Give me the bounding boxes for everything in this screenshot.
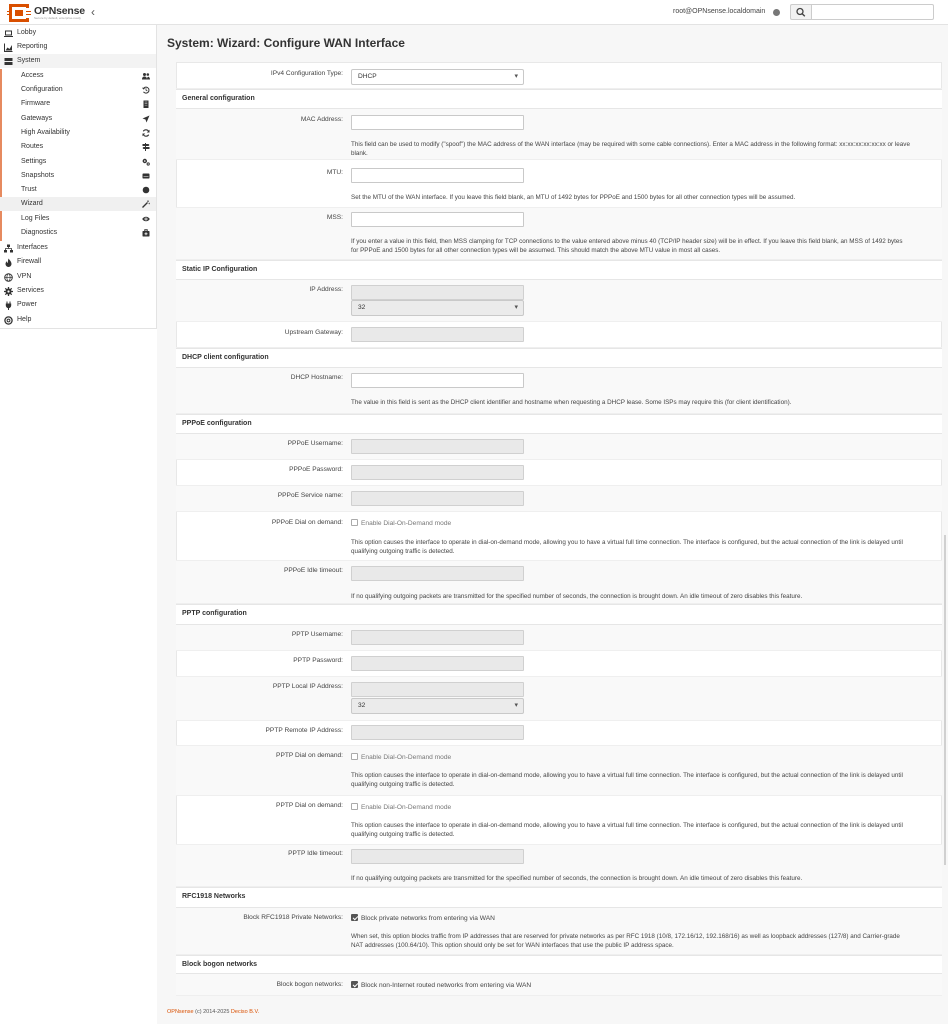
sidebar-item-firmware[interactable] xyxy=(0,97,156,111)
sidebar-item-high-availability[interactable] xyxy=(0,126,156,140)
footer-copyright: (c) 2014-2025 xyxy=(193,1009,231,1015)
sidebar-item-label: Snapshots xyxy=(21,172,55,179)
pptp-password-input[interactable] xyxy=(351,656,524,671)
form-row-ip-address xyxy=(176,280,942,322)
section-title: Static IP Configuration xyxy=(182,266,258,273)
checkbox-label: Enable Dial-On-Demand mode xyxy=(361,754,452,761)
checkbox-label: Block private networks from entering via WAN xyxy=(361,915,495,922)
sidebar-item-power[interactable] xyxy=(0,298,156,312)
top-bar xyxy=(0,0,948,25)
sidebar-item-system[interactable] xyxy=(0,54,156,68)
opnsense-logo[interactable] xyxy=(6,3,32,23)
sidebar-item-label: Interfaces xyxy=(17,244,48,251)
sidebar-item-diagnostics[interactable] xyxy=(0,226,156,240)
area-chart-icon xyxy=(4,43,13,52)
sidebar-item-label: Services xyxy=(17,287,44,294)
pptp-idle-label: PPTP Idle timeout: xyxy=(288,850,343,857)
search-icon xyxy=(791,5,810,19)
form-row-pptp-password xyxy=(176,651,942,677)
ip-prefix-select[interactable]: 32 ▾ xyxy=(351,300,524,316)
sidebar-item-vpn[interactable] xyxy=(0,270,156,284)
location-arrow-icon xyxy=(142,115,150,123)
mss-label: MSS: xyxy=(326,214,343,221)
checkbox-box[interactable] xyxy=(351,981,358,988)
sidebar-item-label: Gateways xyxy=(21,115,53,122)
pppoe-service-label: PPPoE Service name: xyxy=(277,492,343,499)
map-signs-icon xyxy=(142,143,150,151)
checkbox-box[interactable] xyxy=(351,914,358,921)
section-title: PPPoE configuration xyxy=(182,420,252,427)
cog-icon xyxy=(4,287,13,296)
sidebar-item-label: VPN xyxy=(17,273,32,280)
sitemap-icon xyxy=(4,244,13,253)
ip-address-input[interactable] xyxy=(351,285,524,300)
block-rfc1918-checkbox[interactable] xyxy=(351,914,495,923)
pptp-local-prefix-select[interactable]: 32 ▾ xyxy=(351,698,524,714)
sidebar-item-gateways[interactable] xyxy=(0,112,156,126)
sidebar-item-trust[interactable] xyxy=(0,183,156,197)
page-title: System: Wizard: Configure WAN Interface xyxy=(167,36,405,50)
mtu-help-text: Set the MTU of the WAN interface. If you leave this field blank, an MTU of 1492 bytes for PPPoE and 1500 bytes for all other connection types will be assumed. xyxy=(351,194,796,201)
brand-name: OPNsense xyxy=(34,5,85,17)
sidebar-item-label: Reporting xyxy=(17,43,48,50)
cogs-icon xyxy=(142,158,150,166)
sidebar-item-label: Log Files xyxy=(21,215,50,222)
form-row-pptp-username xyxy=(176,625,942,651)
form-row-pppoe-service xyxy=(176,486,942,512)
mac-help-text: This field can be used to modify ("spoof") the MAC address of the WAN interface (may be required with some cable connections). Enter a MAC address in the following format: xx:xx:xx:xx:xx:xx or leave blank. xyxy=(351,141,910,157)
pptp-idle-timeout-input[interactable] xyxy=(351,849,524,864)
pptp-dial-on-demand-checkbox[interactable] xyxy=(351,753,451,762)
sidebar-item-access[interactable] xyxy=(0,69,156,83)
scrollbar[interactable] xyxy=(944,535,946,865)
upstream-gateway-input[interactable] xyxy=(351,327,524,342)
pptp-idle-help-text: If no qualifying outgoing packets are transmitted for the specified number of seconds, the connection is brought down. An idle timeout of zero disables this feature. xyxy=(351,875,803,882)
mss-help-text: If you enter a value in this field, then MSS clamping for TCP connections to the value entered above minus 40 (TCP/IP header size) will be in effect. If you leave this field blank, an MSS of 1492 bytes for PPPoE and 1500 bytes for all other connection types will be assumed. This should match the above MTU value in most all cases. xyxy=(351,238,903,254)
sidebar-item-label: Firmware xyxy=(21,100,51,107)
section-title: PPTP configuration xyxy=(182,610,247,617)
pptp-dial-2-label: PPTP Dial on demand: xyxy=(276,802,343,809)
section-bogon xyxy=(176,955,942,974)
sidebar-item-label: Firewall xyxy=(17,258,42,265)
pppoe-idle-help-text: If no qualifying outgoing packets are transmitted for the specified number of seconds, the connection is brought down. An idle timeout of zero disables this feature. xyxy=(351,593,803,600)
checkbox-box[interactable] xyxy=(351,753,358,760)
refresh-icon xyxy=(142,129,150,137)
pptp-dial-2-help-text: This option causes the interface to operate in dial-on-demand mode, allowing you to have a virtual full time connection. The interface is configured, but the actual connection of the link is delayed until qualifying outgoing traffic is detected. xyxy=(351,822,903,838)
mtu-label: MTU: xyxy=(326,169,343,176)
sidebar-item-snapshots[interactable] xyxy=(0,169,156,183)
checkbox-label: Block non-Internet routed networks from entering via WAN xyxy=(361,982,532,989)
sidebar-item-label: Lobby xyxy=(17,29,37,36)
sidebar-item-settings[interactable] xyxy=(0,155,156,169)
sidebar-item-routes[interactable] xyxy=(0,140,156,154)
checkbox-label: Enable Dial-On-Demand mode xyxy=(361,520,452,527)
hdd-icon xyxy=(142,172,150,180)
checkbox-label: Enable Dial-On-Demand mode xyxy=(361,804,452,811)
pppoe-dial-label: PPPoE Dial on demand: xyxy=(271,519,343,526)
pptp-local-ip-label: PPTP Local IP Address: xyxy=(272,683,343,690)
dhcp-hostname-label: DHCP Hostname: xyxy=(290,374,343,381)
section-title: RFC1918 Networks xyxy=(182,893,246,900)
gateway-label: Upstream Gateway: xyxy=(284,329,343,336)
form-row-gateway xyxy=(176,322,942,348)
fire-icon xyxy=(4,258,13,267)
footer xyxy=(167,1009,259,1015)
rfc1918-help-text: When set, this option blocks traffic from IP addresses that are reserved for private networks as per RFC 1918 (10/8, 172.16/12, 192.168/16) as well as loopback addresses (127/8) and Carrier-grade NAT addresses (100.64/10). This option should only be set for WAN interfaces that use the public IP address space. xyxy=(351,933,900,949)
sidebar-item-label: Diagnostics xyxy=(21,229,58,236)
sidebar-item-label: Power xyxy=(17,301,37,308)
certificate-icon xyxy=(142,186,150,194)
pptp-remote-ip-label: PPTP Remote IP Address: xyxy=(265,727,343,734)
block-bogon-checkbox[interactable] xyxy=(351,981,531,990)
section-dhcp-client xyxy=(176,348,942,368)
server-icon xyxy=(4,57,13,66)
section-title: DHCP client configuration xyxy=(182,354,269,361)
sidebar-item-label: Routes xyxy=(21,143,44,150)
building-icon xyxy=(142,100,150,108)
plug-icon xyxy=(4,301,13,310)
pptp-dial-label: PPTP Dial on demand: xyxy=(276,752,343,759)
search-input[interactable] xyxy=(811,4,934,20)
section-static-ip xyxy=(176,260,942,280)
pptp-remote-ip-input[interactable] xyxy=(351,725,524,740)
footer-brand-link[interactable]: OPNsense xyxy=(167,1009,194,1015)
pptp-password-label: PPTP Password: xyxy=(293,657,343,664)
sidebar-item-firewall[interactable] xyxy=(0,255,156,269)
pppoe-idle-label: PPPoE Idle timeout: xyxy=(283,567,343,574)
users-icon xyxy=(142,72,150,80)
dhcp-hostname-input[interactable] xyxy=(351,373,524,388)
status-indicator-icon[interactable] xyxy=(773,9,780,16)
mac-label: MAC Address: xyxy=(300,116,343,123)
ip-address-label: IP Address: xyxy=(309,286,343,293)
sidebar-item-label: Help xyxy=(17,316,32,323)
mac-address-input[interactable] xyxy=(351,115,524,130)
sidebar-item-label: High Availability xyxy=(21,129,70,136)
footer-company-link[interactable]: Deciso B.V. xyxy=(230,1009,260,1015)
bogon-label: Block bogon networks: xyxy=(276,981,343,988)
history-icon xyxy=(142,86,150,94)
eye-icon xyxy=(142,215,150,223)
form-row-ipv4-type xyxy=(176,64,942,89)
dhcp-hostname-help-text: The value in this field is sent as the DHCP client identifier and hostname when requesting a DHCP lease. Some ISPs may require this (for client identification). xyxy=(351,399,792,406)
sidebar-item-configuration[interactable] xyxy=(0,83,156,97)
sidebar-item-lobby[interactable] xyxy=(0,26,156,40)
sidebar-item-label: Configuration xyxy=(21,86,63,93)
sidebar-item-label: Settings xyxy=(21,158,47,165)
pppoe-idle-timeout-input[interactable] xyxy=(351,566,524,581)
pptp-dial-on-demand-2-checkbox[interactable] xyxy=(351,803,451,812)
pppoe-password-label: PPPoE Password: xyxy=(289,466,343,473)
medkit-icon xyxy=(142,229,150,237)
pppoe-dial-help-text: This option causes the interface to operate in dial-on-demand mode, allowing you to have a virtual full time connection. The interface is configured, but the actual connection of the link is delayed until qualifying outgoing traffic is detected. xyxy=(351,539,903,555)
form-row-dhcp-hostname xyxy=(176,368,942,414)
mss-input[interactable] xyxy=(351,212,524,227)
sidebar-item-interfaces[interactable] xyxy=(0,241,156,255)
pppoe-service-input[interactable] xyxy=(351,491,524,506)
user-menu[interactable]: root@OPNsense.localdomain xyxy=(673,8,766,15)
rfc1918-label: Block RFC1918 Private Networks: xyxy=(243,914,343,921)
sidebar-item-help[interactable] xyxy=(0,313,156,327)
sidebar-item-reporting[interactable] xyxy=(0,40,156,54)
sidebar-item-log-files[interactable] xyxy=(0,212,156,226)
form-row-pptp-remote-ip xyxy=(176,721,942,746)
pppoe-dial-on-demand-checkbox[interactable] xyxy=(351,519,451,528)
form-row-pppoe-username xyxy=(176,434,942,460)
sidebar-item-services[interactable] xyxy=(0,284,156,298)
section-title: Block bogon networks xyxy=(182,961,258,968)
sidebar-item-label: Trust xyxy=(21,186,37,193)
sidebar-item-wizard[interactable] xyxy=(0,197,156,211)
ipv4-type-label: IPv4 Configuration Type: xyxy=(270,70,343,77)
section-general-configuration xyxy=(176,89,942,109)
form-row-pptp-local-ip xyxy=(176,677,942,721)
section-rfc1918 xyxy=(176,887,942,908)
pppoe-username-input[interactable] xyxy=(351,439,524,454)
pptp-dial-help-text: This option causes the interface to operate in dial-on-demand mode, allowing you to have a virtual full time connection. The interface is configured, but the actual connection of the link is delayed until qualifying outgoing traffic is detected. xyxy=(351,772,903,788)
globe-icon xyxy=(4,273,13,282)
checkbox-box[interactable] xyxy=(351,519,358,526)
mtu-input[interactable] xyxy=(351,168,524,183)
sidebar xyxy=(0,25,157,329)
collapse-sidebar-icon[interactable]: ‹ xyxy=(91,5,95,19)
ipv4-type-select[interactable]: DHCP ▾ xyxy=(351,69,524,85)
sidebar-item-label: Wizard xyxy=(21,200,43,207)
pppoe-username-label: PPPoE Username: xyxy=(287,440,343,447)
pppoe-password-input[interactable] xyxy=(351,465,524,480)
form-row-pppoe-password xyxy=(176,460,942,486)
section-pptp xyxy=(176,604,942,625)
magic-wand-icon xyxy=(142,200,150,208)
sidebar-item-label: System xyxy=(17,57,41,64)
laptop-icon xyxy=(4,29,13,38)
pptp-local-ip-input[interactable] xyxy=(351,682,524,697)
search-button[interactable] xyxy=(790,4,811,20)
sidebar-item-label: Access xyxy=(21,72,44,79)
section-title: General configuration xyxy=(182,95,255,102)
checkbox-box[interactable] xyxy=(351,803,358,810)
pptp-username-input[interactable] xyxy=(351,630,524,645)
section-pppoe xyxy=(176,414,942,434)
pptp-username-label: PPTP Username: xyxy=(291,631,343,638)
life-ring-icon xyxy=(4,316,13,325)
form-row-bogon xyxy=(176,974,942,996)
brand-tagline: Secure by default, enterprise-ready xyxy=(34,16,81,20)
